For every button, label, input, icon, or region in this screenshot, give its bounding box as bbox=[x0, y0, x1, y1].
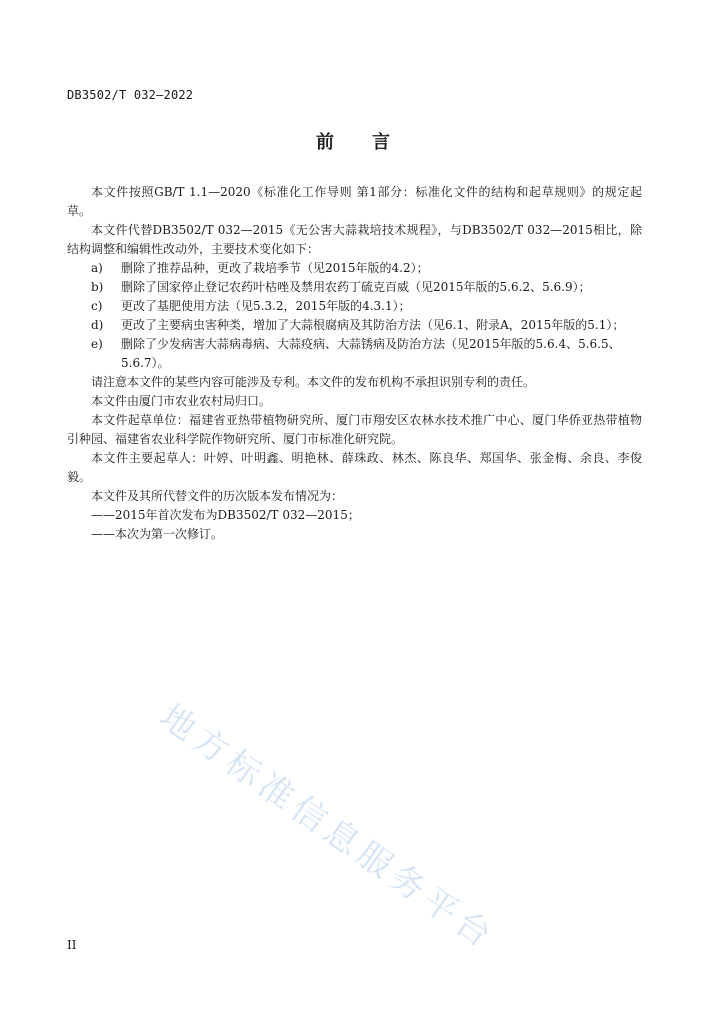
list-item-text: 更改了基肥使用方法（见5.3.2，2015年版的4.3.1）； bbox=[121, 299, 411, 313]
page-title: 前言 bbox=[316, 132, 428, 153]
list-item-text: 删除了国家停止登记农药叶枯唑及禁用农药丁硫克百威（见2015年版的5.6.2、5.6.9）； bbox=[121, 280, 591, 294]
list-item bbox=[67, 297, 642, 316]
history-item: ——本次为第一次修订。 bbox=[91, 527, 224, 541]
list-item bbox=[67, 278, 642, 297]
paragraph-patent-notice: 请注意本文件的某些内容可能涉及专利。本文件的发布机构不承担识别专利的责任。 bbox=[91, 375, 536, 389]
list-marker: c) bbox=[91, 299, 103, 313]
paragraph-replacement: 本文件代替DB3502/T 032—2015《无公害大蒜栽培技术规程》，与DB3502/T 032—2015相比，除结构调整和编辑性改动外，主要技术变化如下： bbox=[67, 223, 642, 256]
list-marker: d) bbox=[91, 318, 104, 332]
page-number: II bbox=[67, 938, 77, 952]
history-item: ——2015年首次发布为DB3502/T 032—2015； bbox=[91, 508, 360, 522]
list-item-text: 删除了推荐品种，更改了栽培季节（见2015年版的4.2）； bbox=[121, 261, 429, 275]
list-marker: b) bbox=[91, 280, 104, 294]
list-item-text: 更改了主要病虫害种类，增加了大蒜根腐病及其防治方法（见6.1、附录A，2015年版的5.1）； bbox=[121, 318, 625, 332]
paragraph-drafting-units: 本文件起草单位：福建省亚热带植物研究所、厦门市翔安区农林水技术推广中心、厦门华侨亚热带植物引种园、福建省农业科学院作物研究所、厦门市标准化研究院。 bbox=[67, 413, 642, 446]
paragraph-history-intro: 本文件及其所代替文件的历次版本发布情况为： bbox=[91, 489, 344, 503]
list-marker: a) bbox=[91, 261, 103, 275]
watermark: 地方标准信息服务平台 bbox=[152, 696, 504, 959]
document-code: DB3502/T 032—2022 bbox=[67, 88, 194, 102]
list-marker: e) bbox=[91, 337, 103, 351]
list-item bbox=[67, 335, 642, 373]
preface-body bbox=[67, 183, 642, 544]
paragraph-drafters: 本文件主要起草人：叶婷、叶明鑫、明艳林、薛珠政、林杰、陈良华、郑国华、张金梅、余良、李俊毅。 bbox=[67, 451, 642, 484]
list-item-text: 删除了少发病害大蒜病毒病、大蒜疫病、大蒜锈病及防治方法（见2015年版的5.6.4、5.6.5、5.6.7）。 bbox=[121, 337, 621, 370]
changes-list bbox=[67, 259, 642, 373]
paragraph-drafting-rules: 本文件按照GB/T 1.1—2020《标准化工作导则 第1部分：标准化文件的结构和起草规则》的规定起草。 bbox=[67, 185, 642, 218]
list-item bbox=[67, 259, 642, 278]
paragraph-proposer: 本文件由厦门市农业农村局归口。 bbox=[91, 394, 272, 408]
list-item bbox=[67, 316, 642, 335]
